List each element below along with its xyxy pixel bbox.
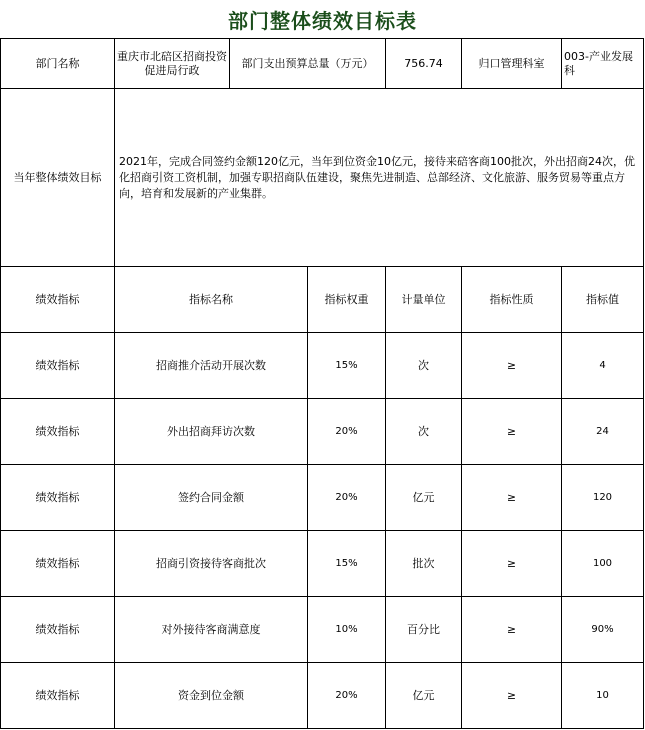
row-type: 绩效指标 xyxy=(1,663,115,729)
dept-name-value: 重庆市北碚区招商投资促进局行政 xyxy=(115,39,230,89)
budget-value: 756.74 xyxy=(386,39,462,89)
row-nature: ≥ xyxy=(462,465,562,531)
table-row xyxy=(1,465,644,531)
table-row xyxy=(1,399,644,465)
row-value: 10 xyxy=(562,663,644,729)
row-type: 绩效指标 xyxy=(1,597,115,663)
goal-row xyxy=(1,89,644,267)
goal-label: 当年整体绩效目标 xyxy=(1,89,115,267)
performance-table xyxy=(0,38,644,729)
row-value: 90% xyxy=(562,597,644,663)
row-weight: 20% xyxy=(308,465,386,531)
dept-info-row xyxy=(1,39,644,89)
row-name: 招商引资接待客商批次 xyxy=(115,531,308,597)
row-unit: 次 xyxy=(386,333,462,399)
table-row xyxy=(1,597,644,663)
col-header-unit: 计量单位 xyxy=(386,267,462,333)
budget-label: 部门支出预算总量（万元） xyxy=(230,39,386,89)
row-name: 招商推介活动开展次数 xyxy=(115,333,308,399)
row-unit: 次 xyxy=(386,399,462,465)
table-row xyxy=(1,663,644,729)
office-value: 003-产业发展科 xyxy=(562,39,644,89)
row-value: 4 xyxy=(562,333,644,399)
page-title: 部门整体绩效目标表 xyxy=(228,8,417,33)
row-weight: 10% xyxy=(308,597,386,663)
row-type: 绩效指标 xyxy=(1,531,115,597)
office-label: 归口管理科室 xyxy=(462,39,562,89)
column-header-row xyxy=(1,267,644,333)
row-nature: ≥ xyxy=(462,663,562,729)
row-name: 外出招商拜访次数 xyxy=(115,399,308,465)
row-nature: ≥ xyxy=(462,531,562,597)
col-header-name: 指标名称 xyxy=(115,267,308,333)
row-weight: 20% xyxy=(308,399,386,465)
row-unit: 亿元 xyxy=(386,663,462,729)
row-type: 绩效指标 xyxy=(1,399,115,465)
row-name: 签约合同金额 xyxy=(115,465,308,531)
row-name: 对外接待客商满意度 xyxy=(115,597,308,663)
row-nature: ≥ xyxy=(462,333,562,399)
col-header-value: 指标值 xyxy=(562,267,644,333)
row-type: 绩效指标 xyxy=(1,465,115,531)
row-value: 24 xyxy=(562,399,644,465)
row-weight: 15% xyxy=(308,333,386,399)
col-header-weight: 指标权重 xyxy=(308,267,386,333)
row-nature: ≥ xyxy=(462,399,562,465)
col-header-nature: 指标性质 xyxy=(462,267,562,333)
row-unit: 百分比 xyxy=(386,597,462,663)
row-weight: 20% xyxy=(308,663,386,729)
table-row xyxy=(1,531,644,597)
row-value: 100 xyxy=(562,531,644,597)
dept-name-label: 部门名称 xyxy=(1,39,115,89)
table-row xyxy=(1,333,644,399)
row-name: 资金到位金额 xyxy=(115,663,308,729)
row-unit: 亿元 xyxy=(386,465,462,531)
goal-text: 2021年，完成合同签约金额120亿元，当年到位资金10亿元，接待来碚客商100批次，外出招商24次，优化招商引资工资机制，加强专职招商队伍建设，聚焦先进制造、总部经济、文化旅游、服务贸易等重点方向，培育和发展新的产业集群。 xyxy=(115,89,644,267)
col-header-type: 绩效指标 xyxy=(1,267,115,333)
row-unit: 批次 xyxy=(386,531,462,597)
row-nature: ≥ xyxy=(462,597,562,663)
row-value: 120 xyxy=(562,465,644,531)
row-weight: 15% xyxy=(308,531,386,597)
row-type: 绩效指标 xyxy=(1,333,115,399)
